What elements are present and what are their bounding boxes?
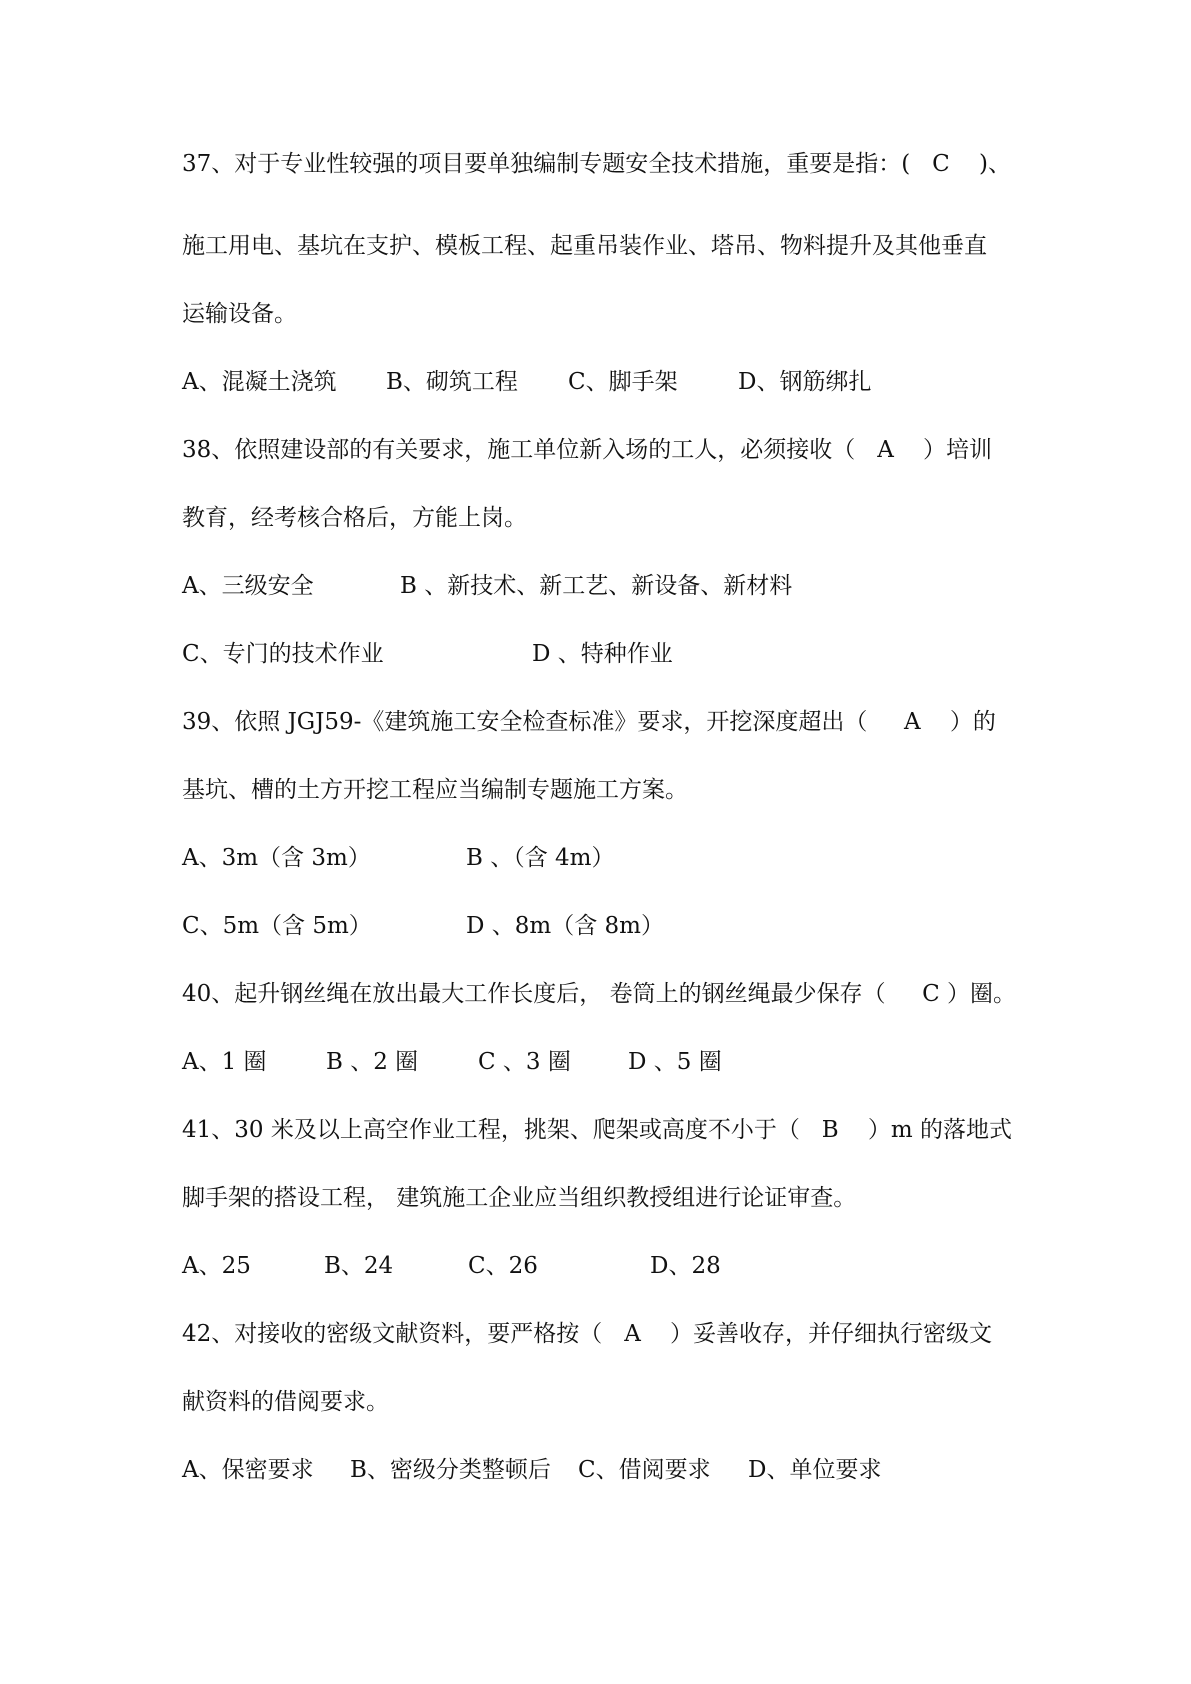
q37-stem-line-3: 运输设备。 bbox=[182, 301, 297, 327]
q42-stem-line-2: 献资料的借阅要求。 bbox=[182, 1389, 389, 1415]
q41-option-a: A、25 bbox=[182, 1253, 251, 1279]
q39-stem-line-1: 39、依照 JGJ59-《建筑施工安全检查标准》要求，开挖深度超出（ A ）的 bbox=[182, 709, 996, 735]
q39-option-a: A、3m（含 3m） bbox=[182, 845, 371, 871]
q37-option-a: A、混凝土浇筑 bbox=[182, 369, 337, 395]
q39-option-d: D 、8m（含 8m） bbox=[466, 913, 664, 939]
q37-option-c: C、脚手架 bbox=[568, 369, 678, 395]
q42-option-d: D、单位要求 bbox=[748, 1457, 882, 1483]
q42-option-b: B、密级分类整顿后 bbox=[350, 1457, 551, 1483]
q38-stem-line-2: 教育，经考核合格后，方能上岗。 bbox=[182, 505, 527, 531]
q39-stem-line-2: 基坑、槽的土方开挖工程应当编制专题施工方案。 bbox=[182, 777, 688, 803]
q42-option-a: A、保密要求 bbox=[182, 1457, 314, 1483]
q38-option-a: A、三级安全 bbox=[182, 573, 314, 599]
q41-option-d: D、28 bbox=[650, 1253, 721, 1279]
q42-stem-line-1: 42、对接收的密级文献资料，要严格按（ A ）妥善收存，并仔细执行密级文 bbox=[182, 1321, 993, 1347]
q41-option-b: B、24 bbox=[324, 1253, 394, 1279]
q41-option-c: C、26 bbox=[468, 1253, 538, 1279]
q40-option-c: C 、3 圈 bbox=[478, 1049, 571, 1075]
q40-option-a: A、1 圈 bbox=[182, 1049, 267, 1075]
q37-stem-line-1: 37、对于专业性较强的项目要单独编制专题安全技术措施，重要是指：( C )、 bbox=[182, 151, 1011, 177]
q38-option-b: B 、新技术、新工艺、新设备、新材料 bbox=[400, 573, 793, 599]
q39-option-b: B 、（含 4m） bbox=[466, 845, 615, 871]
q38-option-c: C、专门的技术作业 bbox=[182, 641, 384, 667]
q39-option-c: C、5m（含 5m） bbox=[182, 913, 372, 939]
q37-stem-line-2: 施工用电、基坑在支护、模板工程、起重吊装作业、塔吊、物料提升及其他垂直 bbox=[182, 233, 987, 259]
q42-option-c: C、借阅要求 bbox=[578, 1457, 711, 1483]
q40-stem-line-1: 40、起升钢丝绳在放出最大工作长度后， 卷筒上的钢丝绳最少保存（ C ）圈。 bbox=[182, 981, 1017, 1007]
q40-option-d: D 、5 圈 bbox=[628, 1049, 722, 1075]
q37-option-b: B、砌筑工程 bbox=[386, 369, 518, 395]
q41-stem-line-1: 41、30 米及以上高空作业工程，挑架、爬架或高度不小于（ B ）m 的落地式 bbox=[182, 1117, 1013, 1143]
q38-option-d: D 、特种作业 bbox=[532, 641, 673, 667]
q38-stem-line-1: 38、依照建设部的有关要求，施工单位新入场的工人，必须接收（ A ）培训 bbox=[182, 437, 993, 463]
q40-option-b: B 、2 圈 bbox=[326, 1049, 419, 1075]
q41-stem-line-2: 脚手架的搭设工程， 建筑施工企业应当组织教授组进行论证审查。 bbox=[182, 1185, 857, 1211]
q37-option-d: D、钢筋绑扎 bbox=[738, 369, 872, 395]
